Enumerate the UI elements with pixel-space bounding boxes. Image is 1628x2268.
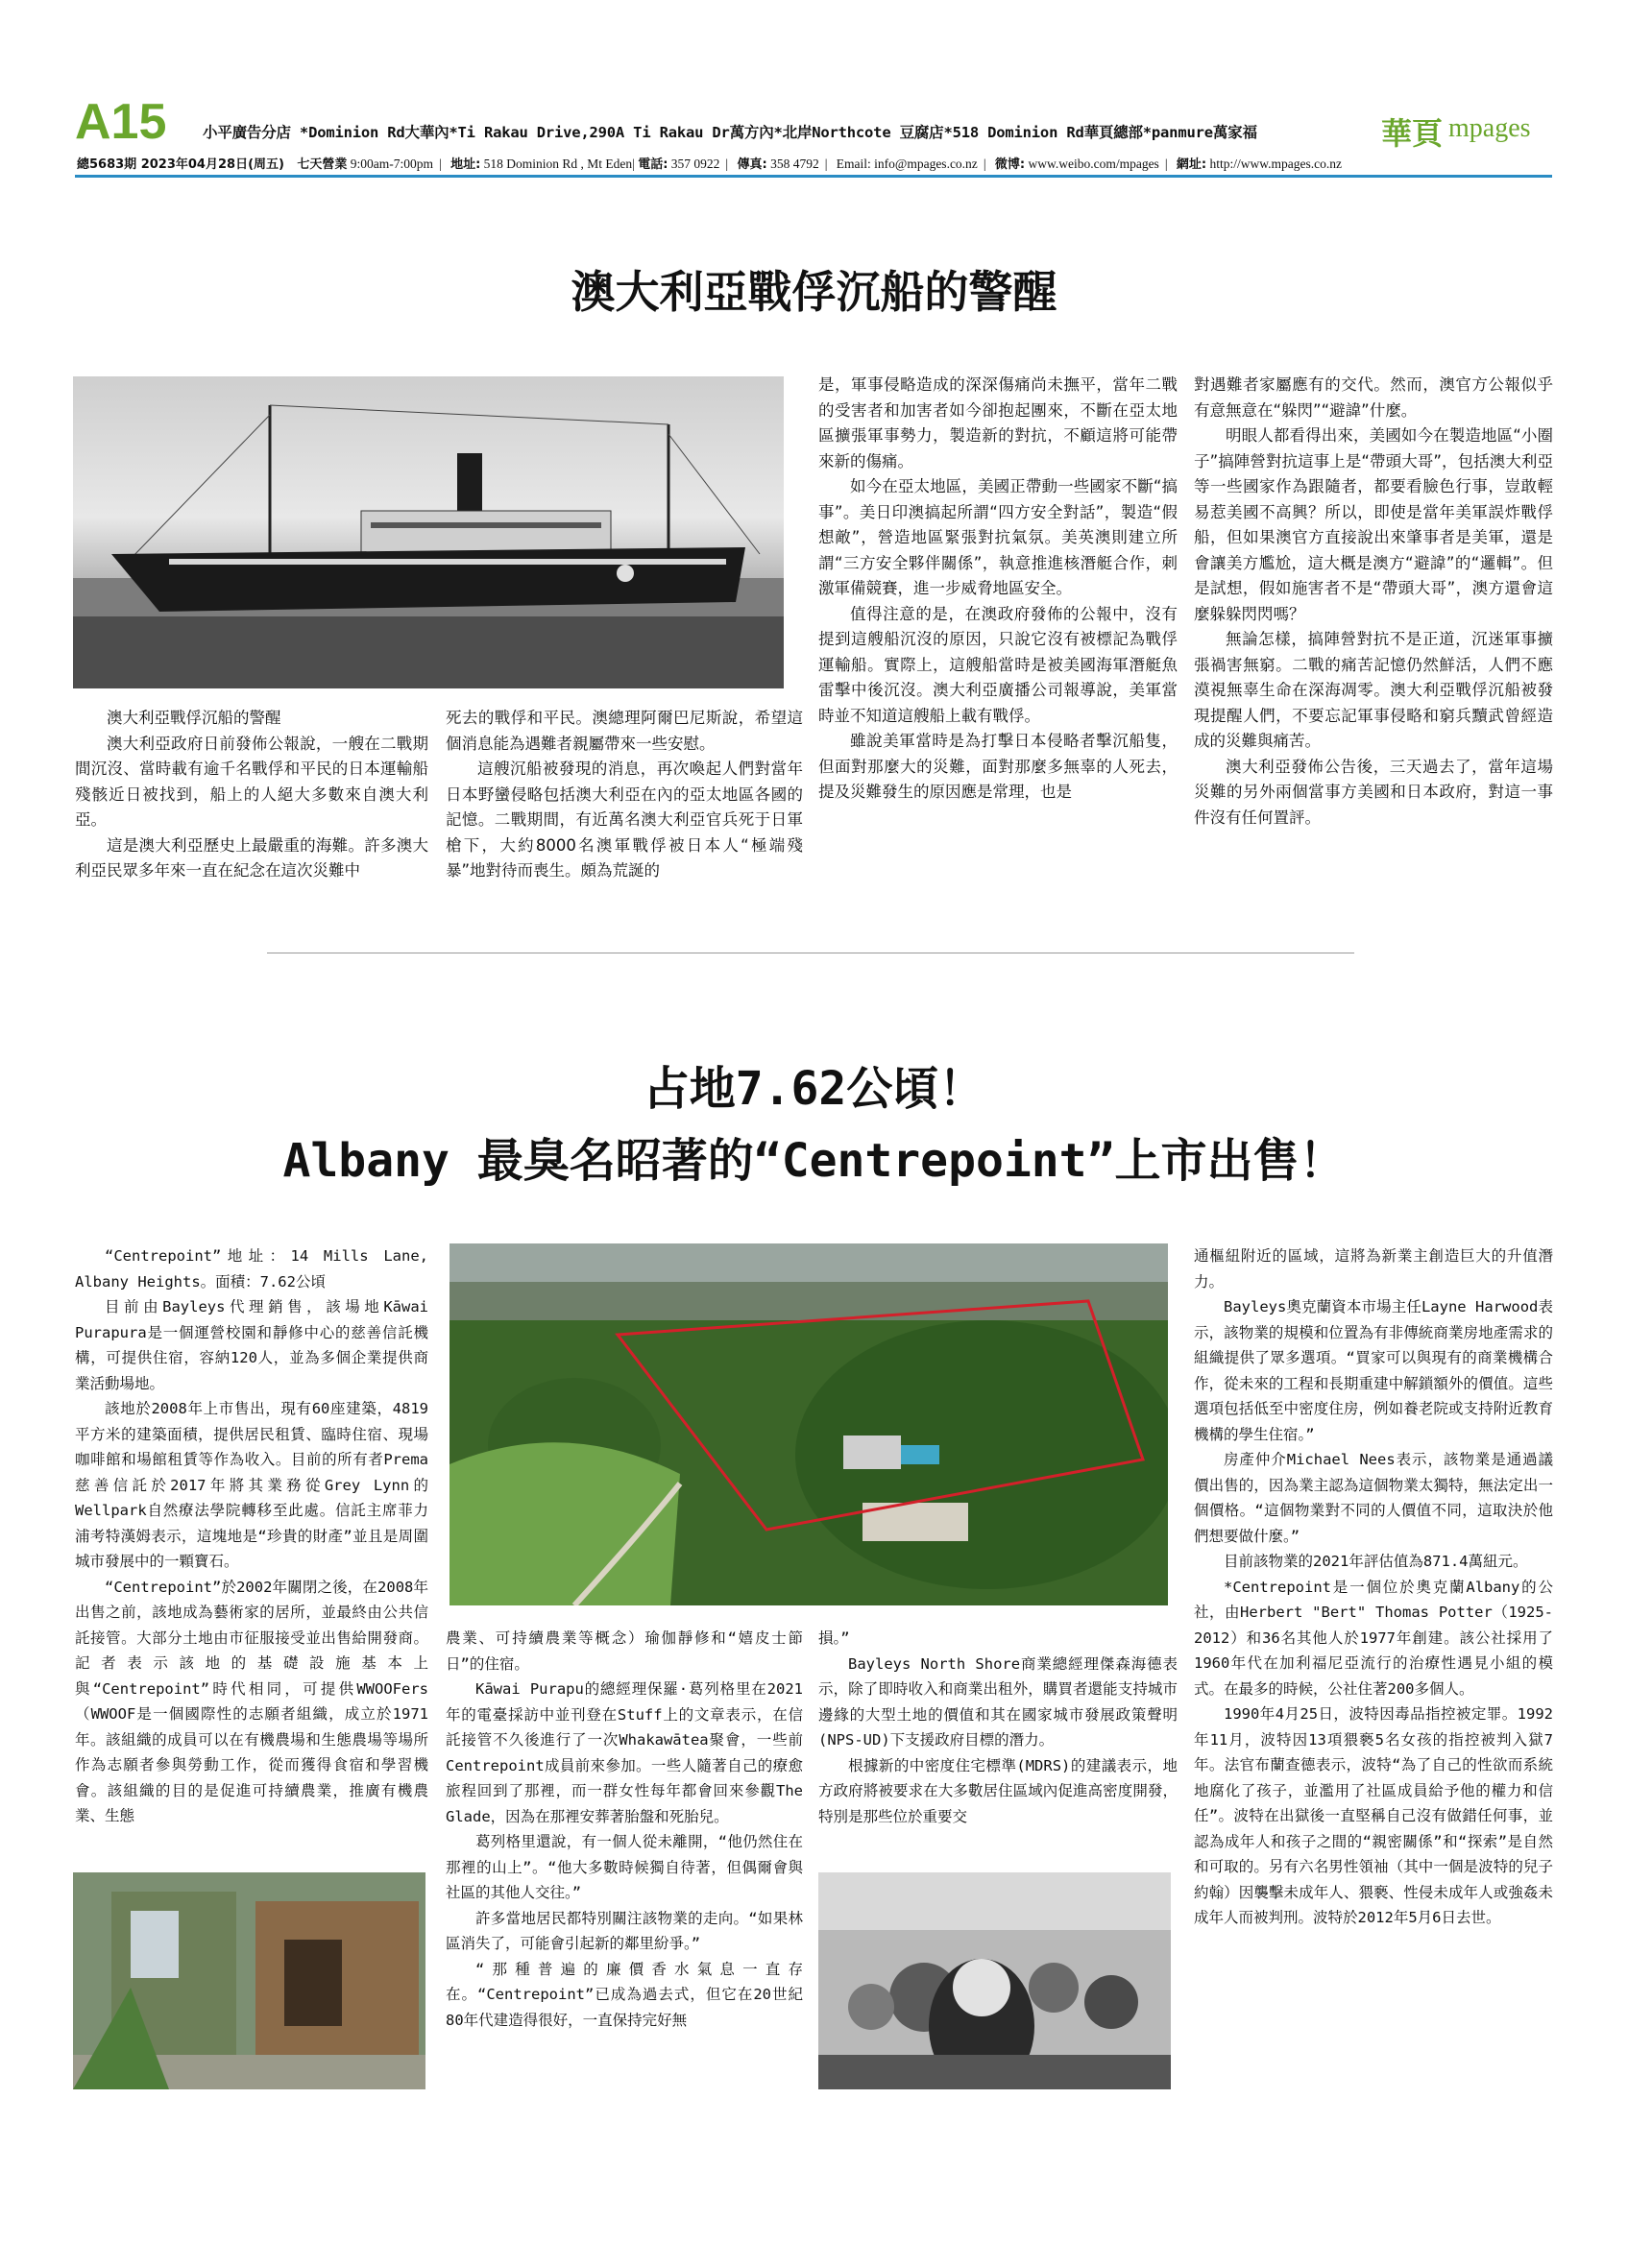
paragraph: 明眼人都看得出來，美國如今在製造地區“小圈子”搞陣營對抗這事上是“帶頭大哥”，包括澳大利亞等一些國家作為跟隨者，都要看臉色行事，豈敢輕易惹美國不高興？所以，即使是當年美軍誤炸戰俘船，但如果澳官方直接說出來肇事者是美軍，還是會讓美方尷尬，這大概是澳方“避諱”的“邏輯”。但是試想，假如施害者不是“帶頭大哥”，澳方還會這麼躲躲閃閃嗎？ <box>1194 426 1553 623</box>
web-label: 網址: <box>1176 157 1207 172</box>
logo-wordmark: mpages <box>1448 113 1531 143</box>
paragraph: 許多當地居民都特別關注該物業的走向。“如果林區消失了，可能會引起新的鄰里紛爭。” <box>446 1909 803 1952</box>
paragraph: 這艘沉船被發現的消息，再次喚起人們對當年日本野蠻侵略包括澳大利亞在內的亞太地區各國的記憶。二戰期間，有近萬名澳大利亞官兵死于日軍槍下，大約8000名澳軍戰俘被日本人“極端殘暴”地對待而喪生。頗為荒誕的 <box>446 760 803 880</box>
paragraph: 值得注意的是，在澳政府發佈的公報中，沒有提到這艘船沉沒的原因，只說它沒有被標記為戰俘運輸船。實際上，這艘船當時是被美國海軍潛艇魚雷擊中後沉沒。澳大利亞廣播公司報導說，美軍當時並不知道這艘船上載有戰俘。 <box>818 604 1178 725</box>
paragraph: 這是澳大利亞歷史上最嚴重的海難。許多澳大利亞民眾多年來一直在紀念在這次災難中 <box>75 835 428 880</box>
web-link[interactable]: http://www.mpages.co.nz <box>1209 157 1342 171</box>
article2-col4 <box>1194 1243 1553 1931</box>
article1-col3 <box>818 373 1178 806</box>
header-rule <box>75 175 1552 178</box>
ship-illustration <box>73 376 784 688</box>
paragraph: Bayleys North Shore商業總經理傑森海德表示，除了即時收入和商業出租外，購買者還能支持城市邊緣的大型土地的價值和其在國家城市發展政策聲明(NPS-UD)下支援政府目標的潛力。 <box>818 1654 1178 1749</box>
email[interactable]: Email: info@mpages.co.nz <box>836 157 978 171</box>
paragraph: “Centrepoint”於2002年關閉之後，在2008年出售之前，該地成為藝術家的居所，並最終由公共信託接管。大部分土地由市征服接受並出售給開發商。記者表示該地的基礎設施基本上與“Centrepoint”時代相同，可提供WWOOFers（WWOOF是一個國際性的志願者組織，成立於1971年。該組織的成員可以在有機農場和生態農場等場所作為志願者參與勞動工作，從而獲得食宿和學習機會。該組織的目的是促進可持續農業，推廣有機農業、生態 <box>75 1578 428 1824</box>
paragraph: “那種普遍的廉價香水氣息一直存在。“Centrepoint”已成為過去式，但它在20世紀80年代建造得很好，一直保持完好無 <box>446 1960 803 2029</box>
article2-col1 <box>75 1243 428 1829</box>
house-illustration <box>73 1872 425 2089</box>
paragraph: 死去的戰俘和平民。澳總理阿爾巴尼斯說，希望這個消息能為遇難者親屬帶來一些安慰。 <box>446 709 803 753</box>
paragraph: 對遇難者家屬應有的交代。然而，澳官方公報似乎有意無意在“躲閃”“避諱”什麼。 <box>1194 375 1553 420</box>
paragraph: 如今在亞太地區，美國正帶動一些國家不斷“搞事”。美日印澳搞起所謂“四方安全對話”，製造“假想敵”，營造地區緊張對抗氣氛。美英澳則建立所謂“三方安全夥伴關係”，執意推進核潛艇合作，刺激軍備競賽，進一步威脅地區安全。 <box>818 477 1178 597</box>
paragraph: 損。” <box>818 1629 850 1647</box>
phone: 357 0922 <box>670 157 720 171</box>
aerial-photo <box>450 1243 1168 1605</box>
paragraph: *Centrepoint是一個位於奧克蘭Albany的公社，由Herbert "Bert" Thomas Potter（1925-2012）和36名其他人於1977年創建。該公社採用了1960年代在加利福尼亞流行的治療性遇見小組的模式。在最多的時候，公社住著200多個人。 <box>1194 1578 1553 1698</box>
article2-title-line1: 占地7.62公頃！ <box>643 1062 985 1116</box>
info-bar: 總5683期 2023年04月28日(周五) 七天營業 9:00am-7:00pm | 地址: 518 Dominion Rd , Mt Eden| 電話: 357 0922 | 傳真: 358 4792 | Email: info@mpages.co.nz | 微博: www.weibo.com/mpages | 網址: http://www.mpages.co.nz <box>77 157 1342 172</box>
aerial-illustration <box>450 1243 1168 1605</box>
paragraph: 雖說美軍當時是為打擊日本侵略者擊沉船隻，但面對那麼大的災難，面對那麼多無辜的人死去，提及災難發生的原因應是常理，也是 <box>818 732 1178 801</box>
paragraph: 目前該物業的2021年評估值為871.4萬紐元。 <box>1224 1553 1528 1570</box>
article2-title-line2: Albany 最臭名昭著的“Centrepoint”上市出售！ <box>282 1134 1346 1188</box>
article1-col2 <box>446 706 803 884</box>
article1-col4 <box>1194 373 1553 831</box>
issue-date: 總5683期 2023年04月28日(周五) <box>77 157 284 172</box>
article1-title: 澳大利亞戰俘沉船的警醒 <box>571 266 1057 318</box>
paragraph: 通樞紐附近的區域，這將為新業主創造巨大的升值潛力。 <box>1194 1247 1553 1291</box>
paragraph: 根據新的中密度住宅標準(MDRS)的建議表示，地方政府將被要求在大多數居住區域內促進高密度開發，特別是那些位於重要交 <box>818 1756 1178 1825</box>
fax: 358 4792 <box>770 157 819 171</box>
people-illustration <box>818 1872 1171 2089</box>
paragraph: 澳大利亞發佈公告後，三天過去了，當年這場災難的另外兩個當事方美國和日本政府，對這一事件沒有任何置評。 <box>1194 757 1553 827</box>
article2-col2 <box>446 1626 803 2033</box>
paragraph: 葛列格里還說，有一個人從未離開，“他仍然住在那裡的山上”。“他大多數時候獨自待著，但偶爾會與社區的其他人交往。” <box>446 1833 803 1901</box>
phone-label: 電話: <box>638 157 668 172</box>
paragraph: 澳大利亞政府日前發佈公報說，一艘在二戰期間沉沒、當時載有逾千名戰俘和平民的日本運輸船殘骸近日被找到，船上的人絕大多數來自澳大利亞。 <box>75 734 428 829</box>
house-photo <box>73 1872 425 2089</box>
address-label: 地址: <box>450 157 481 172</box>
paragraph: “Centrepoint”地址：14 Mills Lane, Albany Heights。面積：7.62公頃 <box>75 1247 428 1291</box>
store-list: 小平廣告分店 *Dominion Rd大華內*Ti Rakau Drive,290A Ti Rakau Dr萬方內*北岸Northcote 豆腐店*518 Dominion Rd華頁總部*panmure萬家福 <box>203 124 1257 141</box>
weibo-label: 微博: <box>994 157 1026 172</box>
logo-mark: 華頁 <box>1381 115 1444 152</box>
weibo-link[interactable]: www.weibo.com/mpages <box>1028 157 1159 171</box>
fax-label: 傳真: <box>737 157 767 172</box>
paragraph: 是，軍事侵略造成的深深傷痛尚未撫平，當年二戰的受害者和加害者如今卻抱起團來，不斷在亞太地區擴張軍事勢力，製造新的對抗，不顧這將可能帶來新的傷痛。 <box>818 375 1178 470</box>
paragraph: 無論怎樣，搞陣營對抗不是正道，沉迷軍事擴張禍害無窮。二戰的痛苦記憶仍然鮮活，人們不應漠視無辜生命在深海凋零。澳大利亞戰俘沉船被發現提醒人們，不要忘記軍事侵略和窮兵黷武曾經造成的災難與痛苦。 <box>1194 630 1553 750</box>
article1-col1 <box>75 706 428 884</box>
article2-col3 <box>818 1626 1178 1829</box>
paragraph: 該地於2008年上市售出，現有60座建築，4819平方米的建築面積，提供居民租賃、臨時住宿、現場咖啡館和場館租賃等作為收入。目前的所有者Prema慈善信託於2017年將其業務從Grey Lynn的Wellpark自然療法學院轉移至此處。信託主席菲力浦考特漢姆表示，這塊地是“珍貴的財產”並且是周圍城市發展中的一顆寶石。 <box>75 1400 428 1570</box>
hours-label: 七天營業 <box>297 157 348 172</box>
paragraph: 房產仲介Michael Nees表示，該物業是通過議價出售的，因為業主認為這個物業太獨特，無法定出一個價格。“這個物業對不同的人價值不同，這取決於他們想要做什麼。” <box>1194 1451 1553 1545</box>
page-number: A15 <box>75 94 167 150</box>
paragraph: 澳大利亞戰俘沉船的警醒 <box>107 709 281 727</box>
ship-photo <box>73 376 784 688</box>
paragraph: 1990年4月25日，波特因毒品指控被定罪。1992年11月，波特因13項猥褻5名女孩的指控被判入獄7年。法官布蘭查德表示，波特“為了自己的性欲而系統地腐化了孩子，並濫用了社區成員給予他的權力和信任”。波特在出獄後一直堅稱自己沒有做錯任何事，並認為成年人和孩子之間的“親密關係”和“探索”是自然和可取的。另有六名男性領袖（其中一個是波特的兒子約翰）因襲擊未成年人、猥褻、性侵未成年人或強姦未成年人而被判刑。波特於2012年5月6日去世。 <box>1194 1705 1553 1926</box>
paragraph: Kāwai Purapu的總經理保羅·葛列格里在2021年的電臺採訪中並刊登在Stuff上的文章表示，在信託接管不久後進行了一次Whakawātea聚會，一些前Centrepoint成員前來參加。一些人隨著自己的療愈旅程回到了那裡，而一群女性每年都會回來參觀The Glade，因為在那裡安葬著胎盤和死胎兒。 <box>446 1680 803 1825</box>
paragraph: Bayleys奧克蘭資本市場主任Layne Harwood表示，該物業的規模和位置為有非傳統商業房地產需求的組織提供了眾多選項。“買家可以與現有的商業機構合作，從未來的工程和長期重建中解鎖額外的價值。這些選項包括低至中密度住房，例如養老院或支持附近教育機構的學生住宿。” <box>1194 1298 1553 1443</box>
address: 518 Dominion Rd , Mt Eden| <box>483 157 635 171</box>
mpages-logo <box>1381 109 1564 150</box>
hours: 9:00am-7:00pm <box>350 157 433 171</box>
paragraph: 農業、可持續農業等概念）瑜伽靜修和“嬉皮士節日”的住宿。 <box>446 1629 803 1673</box>
paragraph: 目前由Bayleys代理銷售，該場地Kāwai Purapura是一個運營校園和靜修中心的慈善信託機構，可提供住宿，容納120人，並為多個企業提供商業活動場地。 <box>75 1298 428 1392</box>
people-photo <box>818 1872 1171 2089</box>
